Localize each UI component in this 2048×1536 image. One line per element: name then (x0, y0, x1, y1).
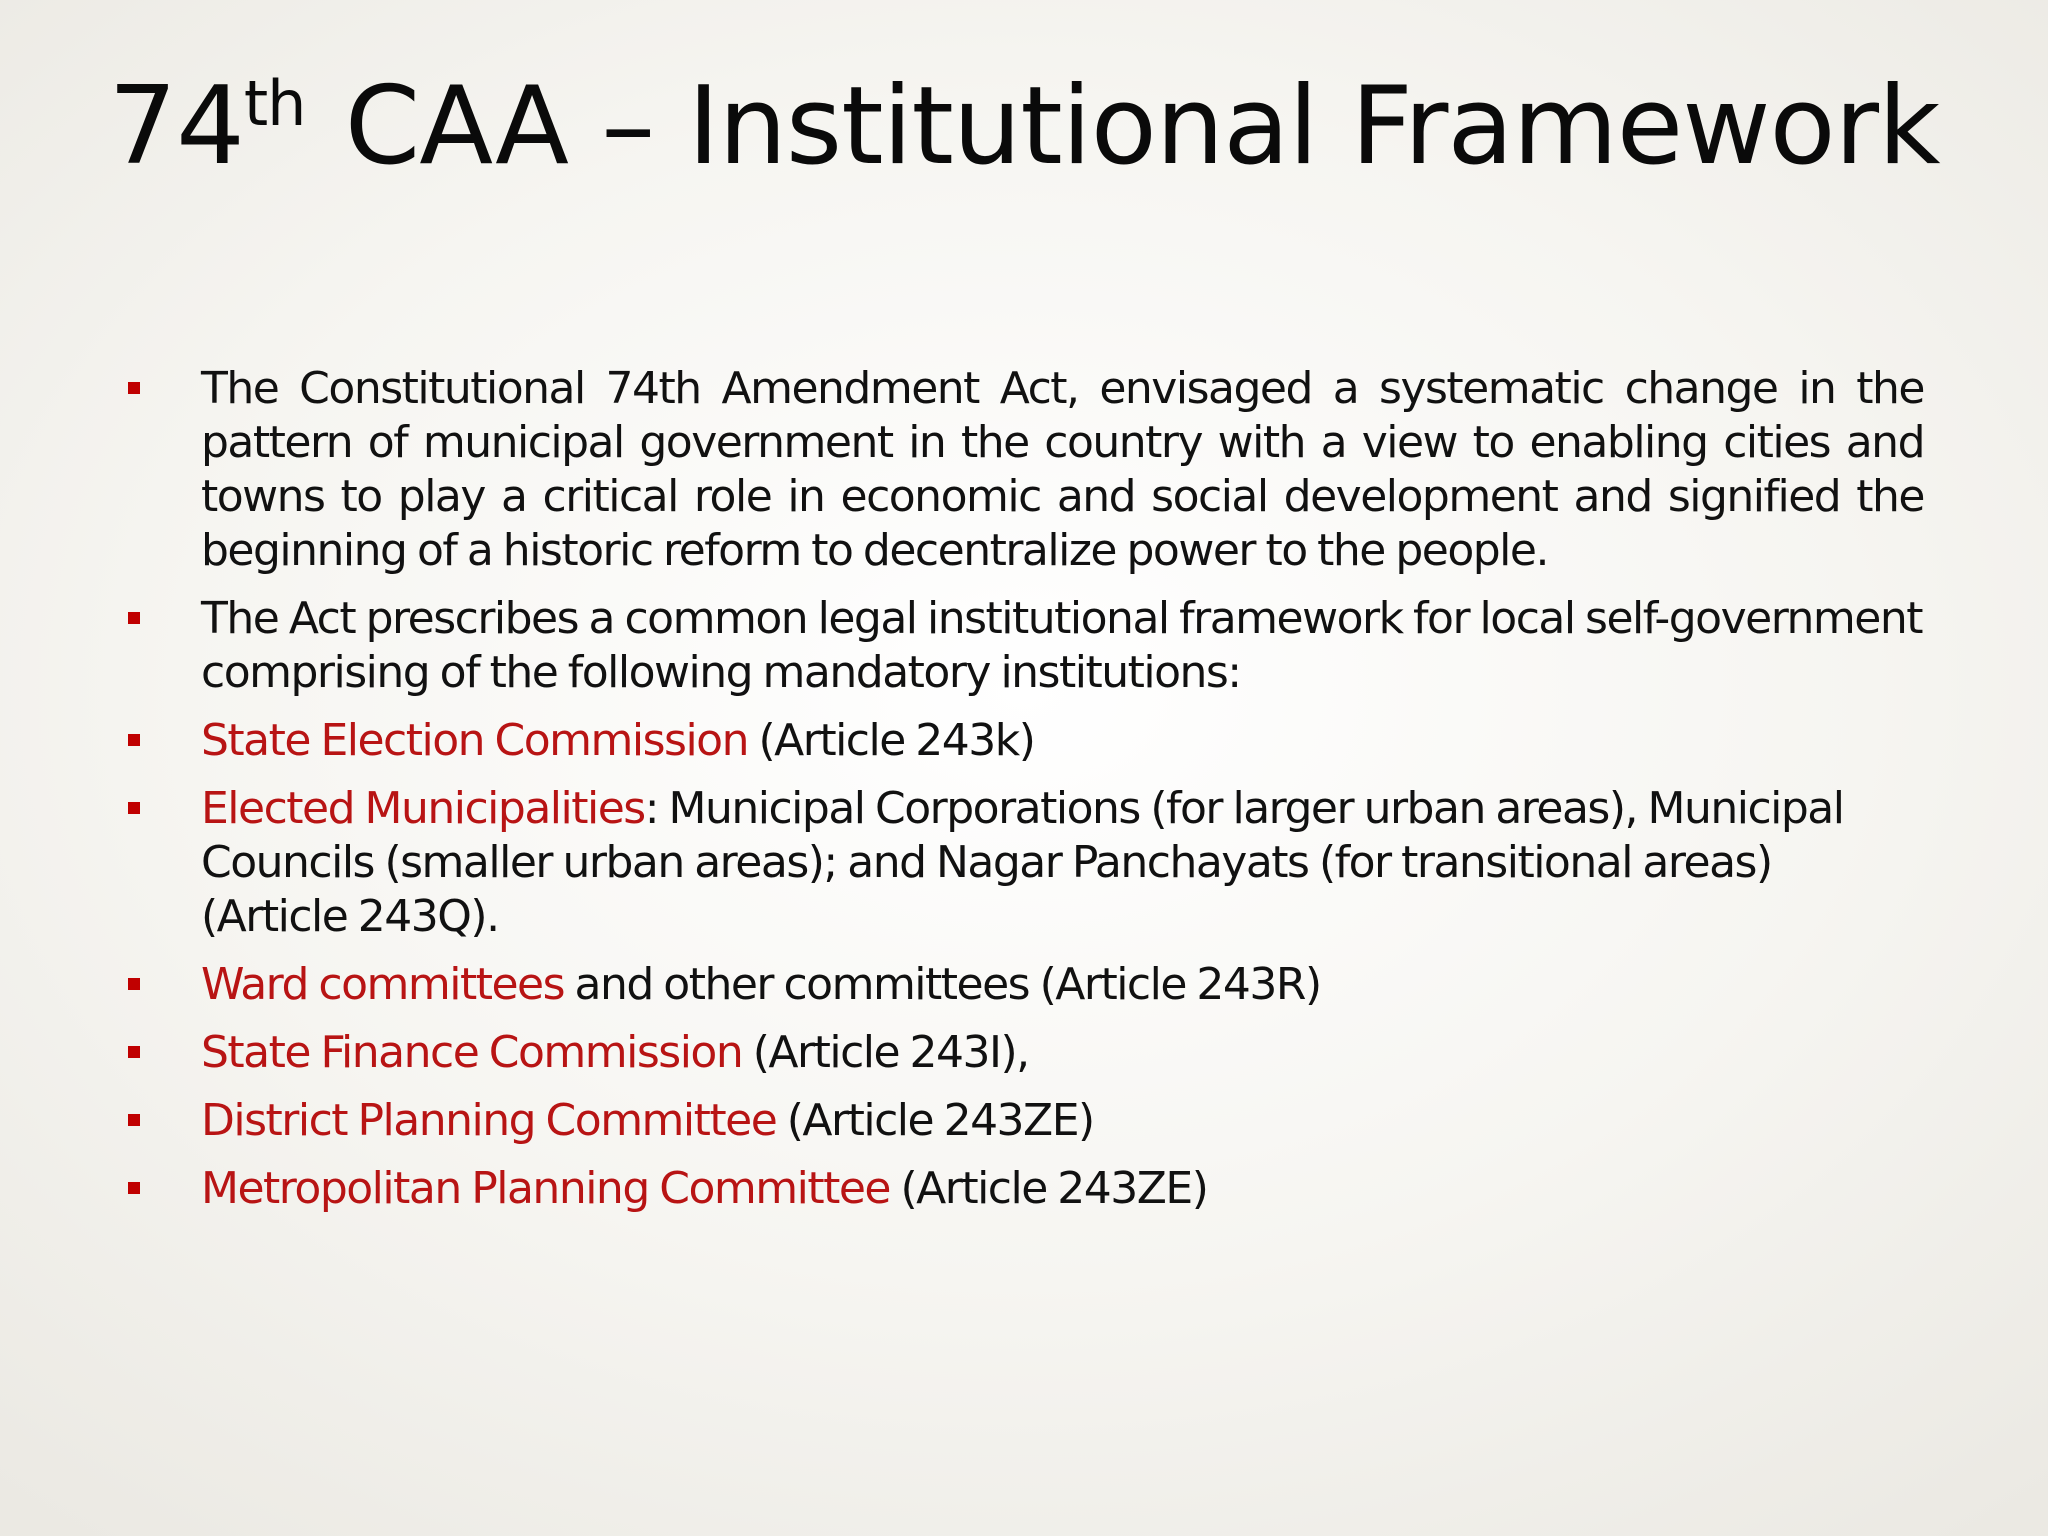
bullet-text: : Municipal Corporations (for larger urban areas), Municipal Councils (smaller urban areas); and Nagar Panchayats (for transitional areas) (Article 243Q). (201, 783, 1844, 942)
bullet-item (128, 782, 1924, 944)
bullet-item (128, 958, 1924, 1012)
bullet-text: (Article 243ZE) (889, 1163, 1208, 1214)
square-bullet-icon (128, 612, 140, 624)
bullet-item (128, 1162, 1924, 1216)
square-bullet-icon (128, 1114, 140, 1126)
title-superscript: th (243, 66, 306, 140)
bullet-highlight: District Planning Committee (201, 1095, 777, 1146)
bullet-highlight: State Election Commission (201, 715, 748, 766)
square-bullet-icon (128, 1046, 140, 1058)
bullet-highlight: State Finance Commission (201, 1027, 743, 1078)
bullet-text: The Act prescribes a common legal institutional framework for local self-government comprising of the following mandatory institutions: (201, 593, 1922, 698)
bullet-list (128, 362, 1924, 1230)
square-bullet-icon (128, 802, 140, 814)
bullet-text: and other committees (Article 243R) (564, 959, 1321, 1010)
square-bullet-icon (128, 1182, 140, 1194)
title-number: 74 (108, 64, 244, 189)
square-bullet-icon (128, 734, 140, 746)
bullet-text: The Constitutional 74th Amendment Act, envisaged a systematic change in the pattern of municipal government in the country with a view to enabling cities and towns to play a critical role in economic and social development and signified the beginning of a historic reform to decentralize power to the people. (201, 363, 1924, 576)
bullet-item (128, 1026, 1924, 1080)
title-text: CAA – Institutional Framework (311, 64, 1940, 189)
square-bullet-icon (128, 382, 140, 394)
bullet-item (128, 362, 1924, 578)
bullet-highlight: Ward committees (201, 959, 565, 1010)
bullet-item (128, 1094, 1924, 1148)
square-bullet-icon (128, 978, 140, 990)
bullet-item (128, 714, 1924, 768)
bullet-text: (Article 243k) (747, 715, 1035, 766)
bullet-item (128, 592, 1924, 700)
slide-title (0, 62, 2048, 192)
bullet-highlight: Metropolitan Planning Committee (201, 1163, 890, 1214)
bullet-highlight: Elected Municipalities (201, 783, 645, 834)
bullet-text: (Article 243ZE) (776, 1095, 1094, 1146)
bullet-text: (Article 243I), (742, 1027, 1029, 1078)
